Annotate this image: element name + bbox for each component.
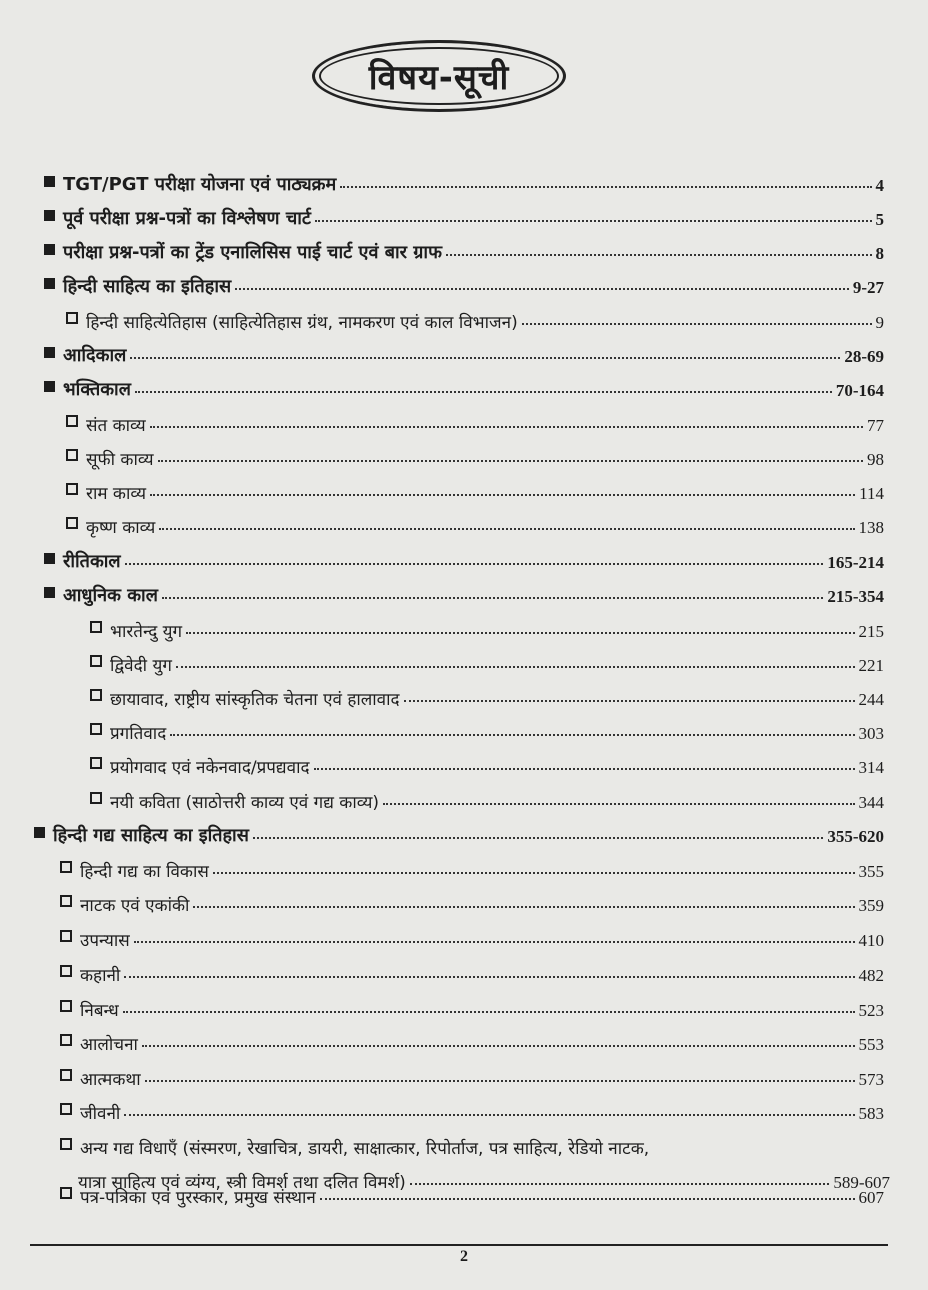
toc-entry-label: आत्मकथा	[80, 1070, 141, 1090]
hollow-square-bullet-icon	[60, 1069, 72, 1081]
toc-entry-label: परीक्षा प्रश्न-पत्रों का ट्रेंड एनालिसिस पाई चार्ट एवं बार ग्राफ	[63, 242, 442, 263]
toc-entry-page: 303	[858, 724, 884, 743]
dotted-leader	[135, 391, 832, 393]
toc-entry	[60, 954, 884, 986]
footer-page-number: 2	[460, 1248, 468, 1265]
hollow-square-bullet-icon	[66, 449, 78, 461]
hollow-square-bullet-icon	[90, 655, 102, 667]
toc-entry	[60, 1058, 884, 1090]
hollow-square-bullet-icon	[90, 621, 102, 633]
toc-entry-label: हिन्दी साहित्येतिहास (साहित्येतिहास ग्रंथ, नामकरण एवं काल विभाजन)	[86, 313, 518, 333]
toc-entry-page: 114	[859, 484, 884, 503]
dotted-leader	[314, 768, 855, 770]
toc-entry	[66, 506, 884, 538]
toc-entry-page: 215	[858, 622, 884, 641]
dotted-leader	[145, 1080, 855, 1082]
dotted-leader	[170, 734, 854, 736]
toc-entry	[44, 369, 884, 401]
dotted-leader	[253, 837, 823, 839]
toc-entry	[44, 232, 884, 264]
dotted-leader	[315, 220, 872, 222]
toc-entry	[44, 198, 884, 230]
toc-entry	[44, 575, 884, 607]
filled-square-bullet-icon	[44, 244, 55, 255]
toc-entry-page: 355	[858, 862, 884, 881]
hollow-square-bullet-icon	[66, 415, 78, 427]
toc-entry	[90, 610, 884, 642]
toc-entry-label: छायावाद, राष्ट्रीय सांस्कृतिक चेतना एवं हालावाद	[110, 690, 400, 710]
toc-entry-label: प्रगतिवाद	[110, 724, 167, 744]
toc-entry-page: 244	[858, 690, 884, 709]
toc-entry	[66, 472, 884, 504]
page-title: विषय-सूची	[368, 58, 510, 98]
hollow-square-bullet-icon	[66, 517, 78, 529]
toc-entry-label: पूर्व परीक्षा प्रश्न-पत्रों का विश्लेषण चार्ट	[63, 208, 311, 229]
toc-entry-page: 553	[858, 1035, 884, 1054]
filled-square-bullet-icon	[34, 827, 45, 838]
hollow-square-bullet-icon	[60, 861, 72, 873]
toc-entry-page: 5	[875, 210, 884, 229]
toc-entry-page: 138	[858, 518, 884, 537]
toc-entry-page: 165-214	[827, 553, 884, 572]
hollow-square-bullet-icon	[90, 757, 102, 769]
toc-entry-label: नयी कविता (साठोत्तरी काव्य एवं गद्य काव्य)	[110, 793, 380, 813]
dotted-leader	[130, 357, 840, 359]
toc-entry-label: हिन्दी गद्य साहित्य का इतिहास	[53, 825, 249, 846]
toc-entry	[90, 712, 884, 744]
toc-entry	[44, 541, 884, 573]
title-oval-frame	[312, 40, 566, 112]
toc-entry-page: 482	[858, 966, 884, 985]
toc-entry-page: 8	[875, 244, 884, 263]
dotted-leader	[404, 700, 855, 702]
toc-entry	[60, 1127, 884, 1159]
toc-entry-page: 607	[858, 1188, 884, 1207]
dotted-leader	[320, 1198, 855, 1200]
dotted-leader	[446, 254, 872, 256]
toc-entry-label: नाटक एवं एकांकी	[80, 896, 190, 916]
toc-entry-page: 589-607	[833, 1173, 890, 1192]
toc-entry-label: सूफी काव्य	[86, 450, 154, 470]
toc-entry-page: 9-27	[852, 278, 884, 297]
filled-square-bullet-icon	[44, 176, 55, 187]
toc-entry-label: प्रयोगवाद एवं नकेनवाद/प्रपद्यवाद	[110, 758, 310, 778]
toc-entry-label: कहानी	[80, 966, 121, 986]
toc-entry-page: 215-354	[827, 587, 884, 606]
hollow-square-bullet-icon	[90, 689, 102, 701]
toc-entry	[66, 404, 884, 436]
dotted-leader	[142, 1045, 855, 1047]
toc-entry-continuation-label: यात्रा साहित्य एवं व्यंग्य, स्त्री विमर्श तथा दलित विमर्श)	[78, 1173, 406, 1193]
filled-square-bullet-icon	[44, 210, 55, 221]
dotted-leader	[176, 666, 855, 668]
toc-entry-label: भारतेन्दु युग	[110, 622, 183, 642]
filled-square-bullet-icon	[44, 587, 55, 598]
dotted-leader	[159, 528, 854, 530]
toc-entry-page: 359	[858, 896, 884, 915]
filled-square-bullet-icon	[44, 278, 55, 289]
toc-entry	[90, 746, 884, 778]
toc-entry-label: आलोचना	[80, 1035, 138, 1055]
toc-entry-label: आदिकाल	[63, 345, 127, 366]
dotted-leader	[193, 906, 854, 908]
toc-entry	[66, 438, 884, 470]
toc-entry-page: 98	[867, 450, 884, 469]
toc-entry-label: रीतिकाल	[63, 551, 121, 572]
dotted-leader	[150, 426, 863, 428]
toc-entry-page: 344	[858, 793, 884, 812]
toc-entry	[60, 884, 884, 916]
hollow-square-bullet-icon	[60, 1187, 72, 1199]
toc-entry-label: आधुनिक काल	[63, 585, 158, 606]
hollow-square-bullet-icon	[60, 1034, 72, 1046]
hollow-square-bullet-icon	[90, 723, 102, 735]
dotted-leader	[340, 186, 871, 188]
hollow-square-bullet-icon	[60, 1000, 72, 1012]
dotted-leader	[150, 494, 855, 496]
hollow-square-bullet-icon	[60, 1138, 72, 1150]
dotted-leader	[124, 1114, 854, 1116]
filled-square-bullet-icon	[44, 347, 55, 358]
toc-entry	[60, 1092, 884, 1124]
toc-entry	[66, 301, 884, 333]
dotted-leader	[162, 597, 823, 599]
hollow-square-bullet-icon	[90, 792, 102, 804]
toc-entry-page: 523	[858, 1001, 884, 1020]
toc-entry-label: संत काव्य	[86, 416, 146, 436]
toc-entry-label: अन्य गद्य विधाएँ (संस्मरण, रेखाचित्र, डायरी, साक्षात्कार, रिपोर्ताज, पत्र साहित्य, रेडियो नाटक,	[80, 1139, 650, 1159]
dotted-leader	[383, 803, 854, 805]
hollow-square-bullet-icon	[66, 483, 78, 495]
toc-entry	[34, 815, 884, 847]
toc-entry	[60, 1023, 884, 1055]
hollow-square-bullet-icon	[60, 895, 72, 907]
footer-divider	[30, 1244, 888, 1246]
toc-entry	[60, 989, 884, 1021]
dotted-leader	[235, 288, 849, 290]
filled-square-bullet-icon	[44, 381, 55, 392]
toc-entry-page: 221	[858, 656, 884, 675]
toc-entry	[90, 678, 884, 710]
toc-entry-label: हिन्दी साहित्य का इतिहास	[63, 276, 232, 297]
dotted-leader	[123, 1011, 855, 1013]
toc-entry-label: उपन्यास	[80, 931, 130, 951]
dotted-leader	[125, 563, 824, 565]
dotted-leader	[158, 460, 863, 462]
toc-entry-label: द्विवेदी युग	[110, 656, 172, 676]
dotted-leader	[522, 323, 872, 325]
toc-entry-page: 4	[875, 176, 884, 195]
toc-entry-label: भक्तिकाल	[63, 379, 131, 400]
dotted-leader	[213, 872, 855, 874]
toc-entry-page: 355-620	[827, 827, 884, 846]
toc-entry-page: 70-164	[835, 381, 884, 400]
toc-entry	[90, 644, 884, 676]
toc-entry	[60, 850, 884, 882]
toc-entry-label: राम काव्य	[86, 484, 147, 504]
toc-entry-label: कृष्ण काव्य	[86, 518, 156, 538]
dotted-leader	[124, 976, 854, 978]
hollow-square-bullet-icon	[60, 1103, 72, 1115]
toc-entry	[44, 335, 884, 367]
toc-entry	[44, 164, 884, 196]
hollow-square-bullet-icon	[60, 930, 72, 942]
toc-entry-page: 9	[875, 313, 884, 332]
hollow-square-bullet-icon	[66, 312, 78, 324]
toc-entry-label: जीवनी	[80, 1104, 121, 1124]
dotted-leader	[186, 632, 854, 634]
toc-entry-page: 314	[858, 758, 884, 777]
toc-entry-page: 583	[858, 1104, 884, 1123]
toc-entry	[60, 1176, 884, 1208]
toc-entry-label: हिन्दी गद्य का विकास	[80, 862, 209, 882]
toc-entry-label: पत्र-पत्रिका एवं पुरस्कार, प्रमुख संस्थान	[80, 1188, 316, 1208]
toc-entry-page: 573	[858, 1070, 884, 1089]
toc-entry-page: 410	[858, 931, 884, 950]
toc-entry-page: 77	[867, 416, 884, 435]
toc-entry	[44, 266, 884, 298]
dotted-leader	[134, 941, 855, 943]
toc-entry	[90, 781, 884, 813]
toc-entry-page: 28-69	[844, 347, 884, 366]
filled-square-bullet-icon	[44, 553, 55, 564]
toc-entry-label: निबन्ध	[80, 1001, 119, 1021]
toc-entry-label: TGT/PGT परीक्षा योजना एवं पाठ्यक्रम	[63, 174, 337, 195]
hollow-square-bullet-icon	[60, 965, 72, 977]
toc-entry	[60, 919, 884, 951]
